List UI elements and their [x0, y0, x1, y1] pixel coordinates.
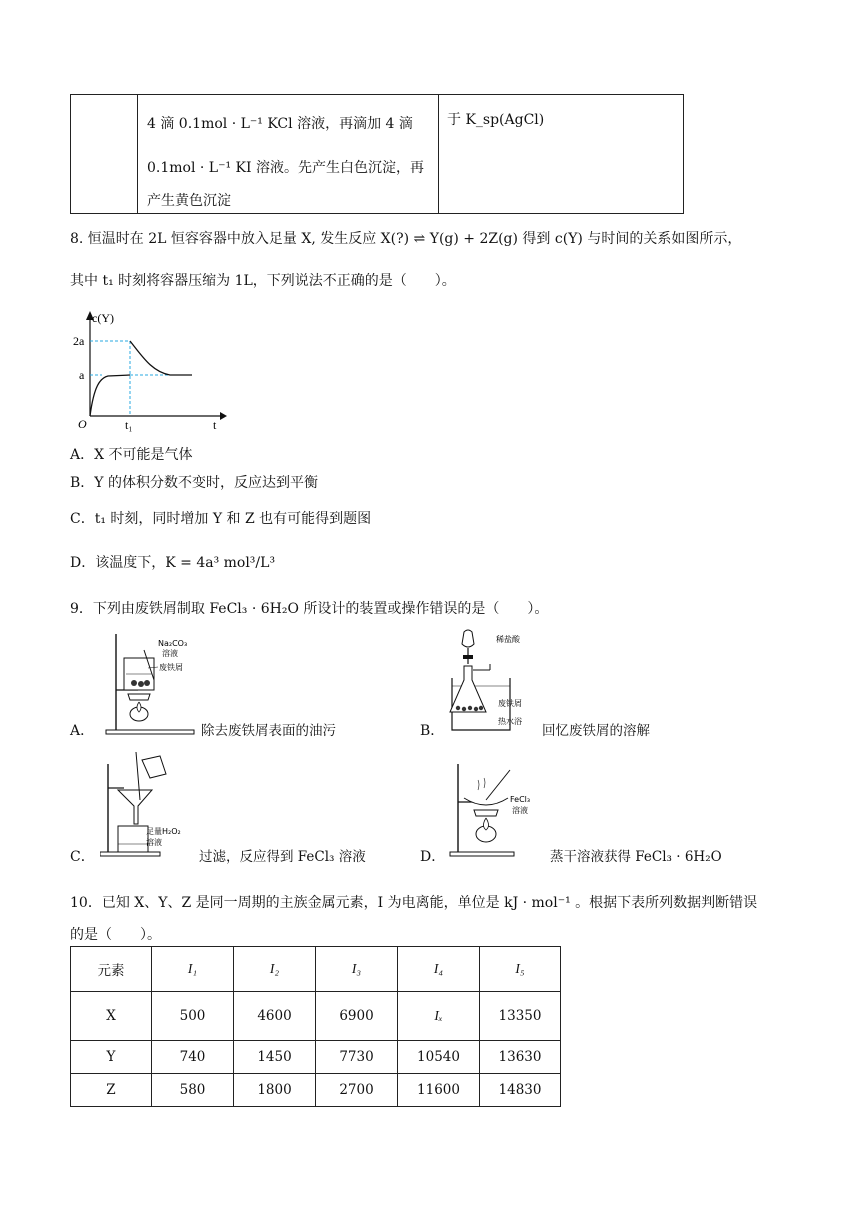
- q9-apparatus-c: [100, 750, 196, 862]
- q9-apparatus-d: [448, 750, 544, 862]
- cell: 7730: [316, 1041, 398, 1074]
- header-i3: I₃: [316, 947, 398, 992]
- q9-option-d-caption: 蒸干溶液获得 FeCl₃ · 6H₂O: [550, 849, 722, 865]
- label-hot-water-bath: 热水浴: [498, 717, 522, 726]
- experiment-table: [70, 94, 684, 214]
- cell: 14830: [480, 1074, 561, 1107]
- x-axis-arrow-icon: [220, 412, 227, 420]
- cell: 500: [152, 992, 234, 1041]
- experiment-line-1: 4 滴 0.1mol · L⁻¹ KCl 溶液，再滴加 4 滴: [147, 116, 413, 132]
- x-axis-label: t: [213, 418, 217, 432]
- q8-stem-line-2: 其中 t₁ 时刻将容器压缩为 1L，下列说法不正确的是（ ）。: [70, 273, 456, 289]
- cell: 6900: [316, 992, 398, 1041]
- decay-curve: [130, 341, 192, 375]
- table-cell-conclusion: [439, 95, 683, 213]
- q9-option-b-letter: B．: [420, 723, 445, 739]
- q8-option-d: D．该温度下，K = 4a³ mol³/L³: [70, 555, 276, 571]
- table-row: [71, 1041, 561, 1074]
- q9-stem: 9．下列由废铁屑制取 FeCl₃ · 6H₂O 所设计的装置或操作错误的是（ ）。: [70, 601, 549, 617]
- table-cell-experiment: [138, 95, 439, 213]
- table-row: [71, 1074, 561, 1107]
- label-dilute-hcl: 稀盐酸: [496, 635, 520, 644]
- conclusion-text: 于 K_sp(AgCl): [447, 112, 545, 128]
- cell: 13350: [480, 992, 561, 1041]
- cell: 1800: [234, 1074, 316, 1107]
- cell: Z: [71, 1074, 152, 1107]
- label-h2o2: 足量H₂O₂: [146, 827, 181, 836]
- cell: 13630: [480, 1041, 561, 1074]
- tick-a: a: [79, 368, 85, 382]
- cell: 2700: [316, 1074, 398, 1107]
- q8-concentration-graph: [70, 306, 230, 436]
- table-header-row: [71, 947, 561, 992]
- label-fecl3: FeCl₃: [510, 795, 531, 804]
- q8-option-b: B．Y 的体积分数不变时，反应达到平衡: [70, 475, 318, 491]
- q10-stem-line-1: 10．已知 X、Y、Z 是同一周期的主族金属元素，I 为电离能，单位是 kJ · mol⁻¹ 。根据下表所列数据判断错误: [70, 895, 758, 911]
- header-i1: I₁: [152, 947, 234, 992]
- experiment-line-2: 0.1mol · L⁻¹ KI 溶液。先产生白色沉淀，再: [147, 160, 424, 176]
- cell: 4600: [234, 992, 316, 1041]
- cell: X: [71, 992, 152, 1041]
- ionization-energy-table: [70, 946, 561, 1107]
- label-scrap-iron-a: 废铁屑: [159, 663, 183, 672]
- label-solution-c: 溶液: [146, 838, 162, 847]
- cell: 10540: [398, 1041, 480, 1074]
- label-scrap-iron-b: 废铁屑: [498, 699, 522, 708]
- origin-label: O: [78, 417, 87, 431]
- cell: 580: [152, 1074, 234, 1107]
- q9-option-d-letter: D．: [420, 849, 446, 865]
- cell: 11600: [398, 1074, 480, 1107]
- q9-option-c-letter: C．: [70, 849, 95, 865]
- table-row: [71, 992, 561, 1041]
- q9-option-c-caption: 过滤，反应得到 FeCl₃ 溶液: [199, 849, 366, 865]
- cell: 1450: [234, 1041, 316, 1074]
- q9-option-b-caption: 回忆废铁屑的溶解: [542, 723, 650, 739]
- q10-stem-line-2: 的是（ ）。: [70, 927, 161, 943]
- label-solution-a: 溶液: [162, 649, 178, 658]
- tick-t1: t₁: [125, 418, 133, 432]
- q8-option-c: C．t₁ 时刻，同时增加 Y 和 Z 也有可能得到题图: [70, 511, 372, 527]
- q9-option-a-letter: A．: [70, 723, 95, 739]
- header-i5: I₅: [480, 947, 561, 992]
- cell: Iₓ: [398, 992, 480, 1041]
- header-element: 元素: [71, 947, 152, 992]
- table-cell-empty: [71, 95, 138, 213]
- header-i4: I₄: [398, 947, 480, 992]
- q8-stem-line-1: 8. 恒温时在 2L 恒容容器中放入足量 X, 发生反应 X(?) ⇌ Y(g) + 2Z(g) 得到 c(Y) 与时间的关系如图所示，: [70, 231, 742, 247]
- header-i2: I₂: [234, 947, 316, 992]
- rising-curve: [90, 375, 130, 416]
- q9-option-a-caption: 除去废铁屑表面的油污: [201, 723, 336, 739]
- q9-apparatus-b: [446, 628, 542, 740]
- label-solution-d: 溶液: [512, 806, 528, 815]
- q9-apparatus-a: [104, 628, 200, 738]
- tick-2a: 2a: [73, 334, 85, 348]
- q8-option-a: A．X 不可能是气体: [70, 447, 193, 463]
- label-na2co3: Na₂CO₃: [158, 639, 188, 648]
- y-axis-label: c(Y): [92, 311, 114, 325]
- cell: Y: [71, 1041, 152, 1074]
- experiment-line-3: 产生黄色沉淀: [147, 193, 231, 209]
- cell: 740: [152, 1041, 234, 1074]
